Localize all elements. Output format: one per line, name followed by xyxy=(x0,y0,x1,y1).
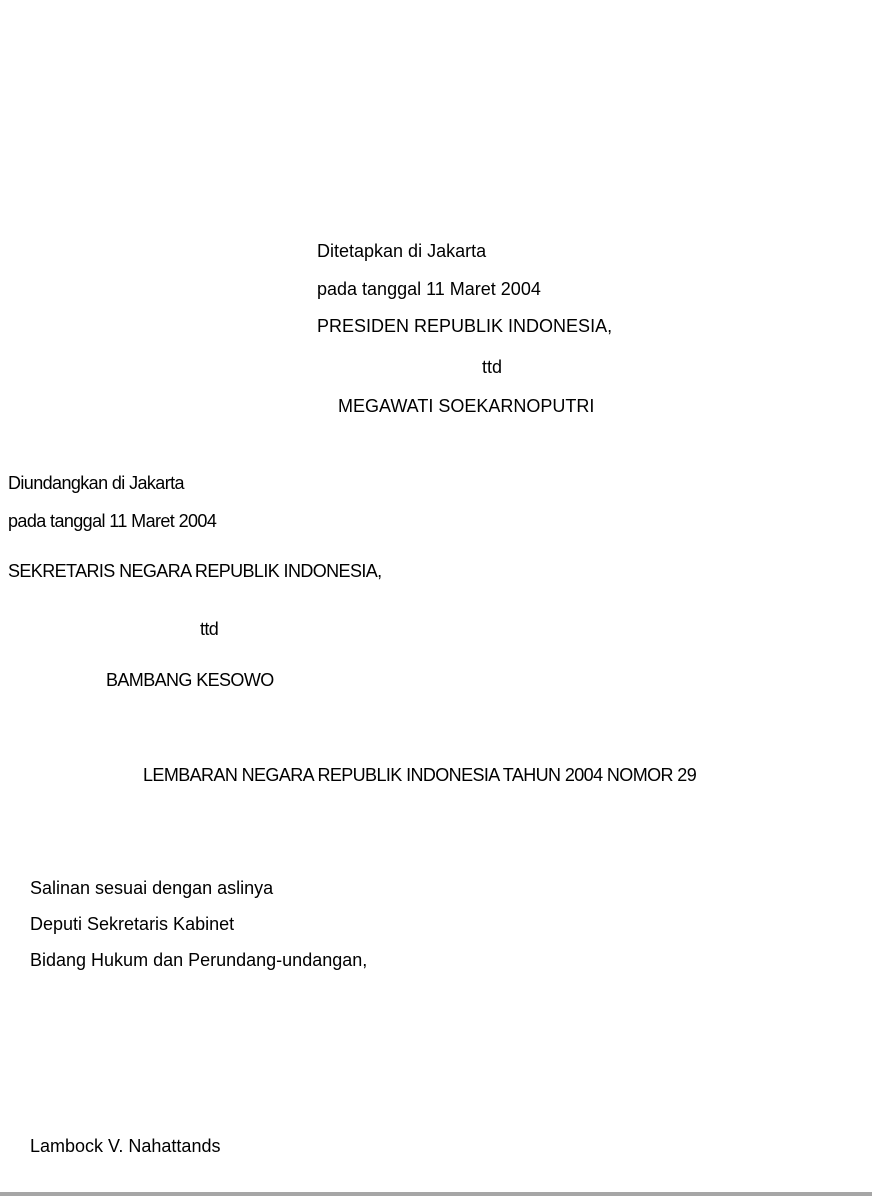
certification-line-1: Salinan sesuai dengan aslinya xyxy=(30,878,274,898)
enactment-office: PRESIDEN REPUBLIK INDONESIA, xyxy=(317,316,613,336)
certification-line-2: Deputi Sekretaris Kabinet xyxy=(30,914,235,934)
enactment-signed: ttd xyxy=(482,357,503,377)
promulgation-place: Diundangkan di Jakarta xyxy=(8,473,184,493)
enactment-date: pada tanggal 11 Maret 2004 xyxy=(317,279,541,299)
state-gazette-reference: LEMBARAN NEGARA REPUBLIK INDONESIA TAHUN 2004 NOMOR 29 xyxy=(143,765,697,785)
enactment-place: Ditetapkan di Jakarta xyxy=(317,241,487,261)
footer-divider xyxy=(0,1192,872,1196)
certification-line-3: Bidang Hukum dan Perundang-undangan, xyxy=(30,950,368,970)
certification-signatory-name: Lambock V. Nahattands xyxy=(30,1136,221,1156)
promulgation-office: SEKRETARIS NEGARA REPUBLIK INDONESIA, xyxy=(8,561,382,581)
promulgation-date: pada tanggal 11 Maret 2004 xyxy=(8,511,217,531)
promulgation-signatory-name: BAMBANG KESOWO xyxy=(106,670,274,690)
promulgation-signed: ttd xyxy=(200,619,219,639)
enactment-signatory-name: MEGAWATI SOEKARNOPUTRI xyxy=(338,396,595,416)
